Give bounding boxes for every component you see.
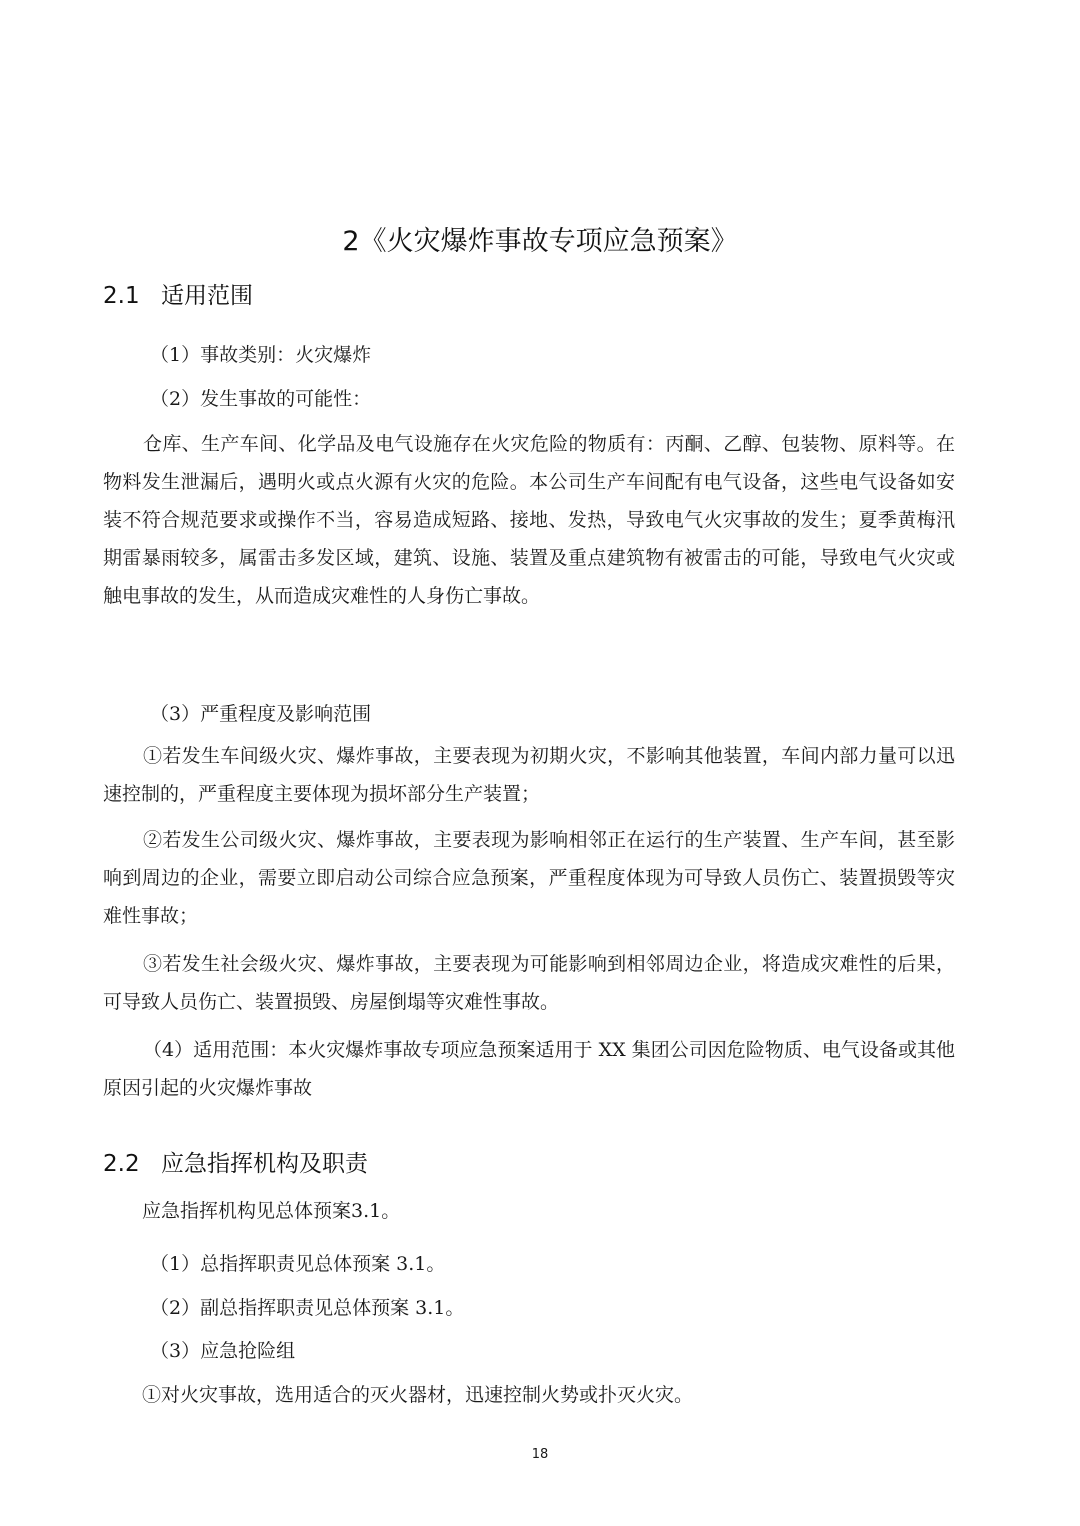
item-rescue-team: （3）应急抢险组 (150, 1340, 296, 1362)
item-severity: （3）严重程度及影响范围 (150, 703, 372, 725)
section-title: 适用范围 (161, 283, 253, 309)
item-accident-type: （1）事故类别：火灾爆炸 (150, 344, 372, 366)
section-number: 2.1 (103, 283, 140, 309)
section-number: 2.2 (103, 1151, 140, 1177)
paragraph-rescue-fire: ①对火灾事故，选用适合的灭火器材，迅速控制火势或扑灭火灾。 (142, 1384, 694, 1406)
paragraph-scope: （4）适用范围：本火灾爆炸事故专项应急预案适用于 XX 集团公司因危险物质、电气设备或其他原因引起的火灾爆炸事故 (103, 1039, 955, 1099)
item-deputy-commander: （2）副总指挥职责见总体预案 3.1。 (150, 1297, 465, 1319)
item-possibility: （2）发生事故的可能性： (150, 388, 372, 410)
document-title: 2《火灾爆炸事故专项应急预案》 (342, 226, 738, 257)
paragraph-severity-workshop: ①若发生车间级火灾、爆炸事故，主要表现为初期火灾，不影响其他装置，车间内部力量可以迅速控制的，严重程度主要体现为损坏部分生产装置； (103, 745, 955, 805)
item-commander: （1）总指挥职责见总体预案 3.1。 (150, 1253, 446, 1275)
paragraph-severity-society: ③若发生社会级火灾、爆炸事故，主要表现为可能影响到相邻周边企业，将造成灾难性的后果，可导致人员伤亡、装置损毁、房屋倒塌等灾难性事故。 (103, 953, 955, 1013)
paragraph-severity-company: ②若发生公司级火灾、爆炸事故，主要表现为影响相邻正在运行的生产装置、生产车间，甚至影响到周边的企业，需要立即启动公司综合应急预案，严重程度体现为可导致人员伤亡、装置损毁等灾难性事故； (103, 829, 955, 927)
paragraph-possibility: 仓库、生产车间、化学品及电气设施存在火灾危险的物质有：丙酮、乙醇、包装物、原料等。在物料发生泄漏后，遇明火或点火源有火灾的危险。本公司生产车间配有电气设备，这些电气设备如安装不符合规范要求或操作不当，容易造成短路、接地、发热，导致电气火灾事故的发生；夏季黄梅汛期雷暴雨较多，属雷击多发区域，建筑、设施、装置及重点建筑物有被雷击的可能，导致电气火灾或触电事故的发生，从而造成灾难性的人身伤亡事故。 (103, 433, 955, 607)
section-heading-2-2 (103, 1147, 368, 1181)
page-number: 18 (531, 1447, 549, 1462)
section-title: 应急指挥机构及职责 (161, 1151, 368, 1177)
section-heading-2-1 (103, 279, 253, 313)
paragraph-command-intro: 应急指挥机构见总体预案3.1。 (142, 1200, 401, 1222)
